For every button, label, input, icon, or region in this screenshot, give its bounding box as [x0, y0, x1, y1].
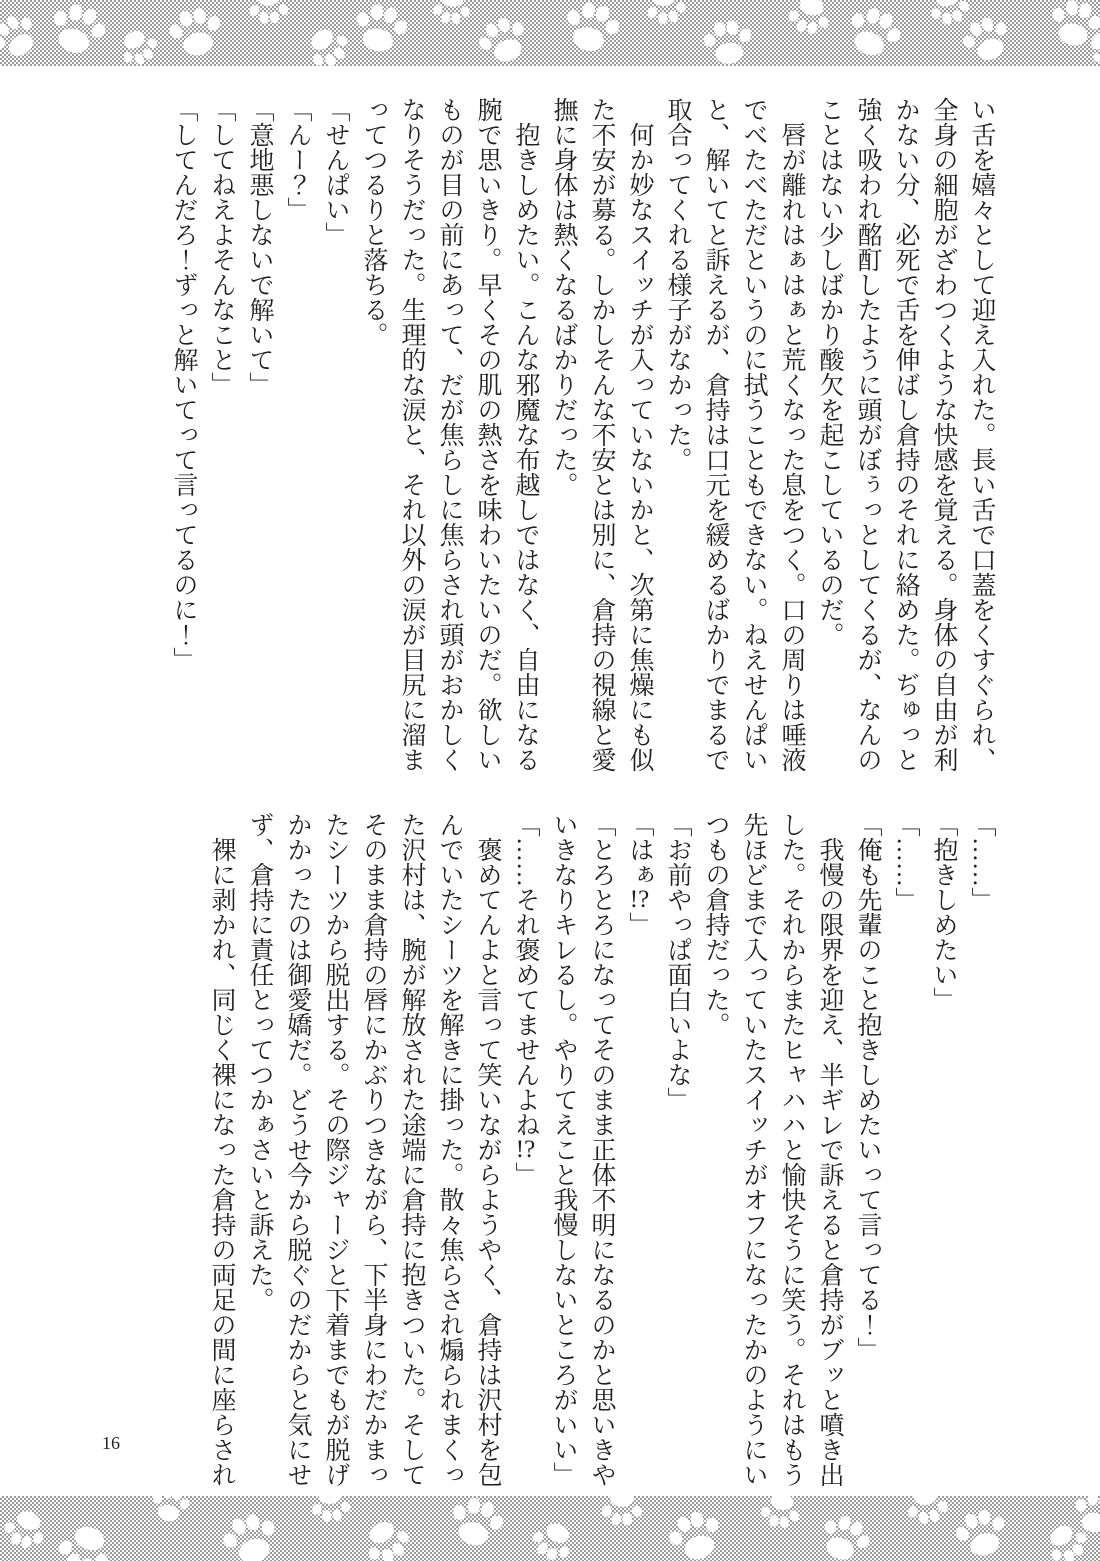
paw-print-icon [0, 1500, 54, 1556]
paw-print-icon [40, 0, 113, 66]
paw-print-icon [430, 0, 473, 28]
paw-print-icon [214, 1504, 287, 1561]
tatechuyoko-exclamation-question: !? [515, 1137, 536, 1162]
paw-print-icon [556, 0, 626, 64]
paw-print-icon [0, 5, 49, 66]
paw-print-icon [111, 19, 166, 66]
header-paw-band [0, 0, 1100, 66]
paragraph: 「……」 [968, 812, 995, 912]
paragraph: 何か妙なスイッチが入っていないかと、次第に焦燥にも似た不安が募る。しかしそんな不安とは別に、倉持の視線と愛撫に身体は熱くなるばかりだった。 [550, 97, 653, 772]
paragraph: 「してねえよそんなこと」 [208, 97, 235, 397]
tatechuyoko-exclamation-question: !? [629, 887, 650, 912]
paw-print-icon [524, 1510, 584, 1561]
paragraph: 「とろとろになってそのまま正体不明になるのかと思いきやいきなりキレるし。やりてえこと我慢しないところがいい」 [550, 812, 615, 1487]
paw-print-icon [442, 1496, 511, 1558]
paragraph: 「抱きしめたい」 [930, 812, 957, 1012]
paw-print-icon [347, 0, 413, 63]
paw-print-icon [50, 1512, 122, 1561]
paragraph: 「……」 [892, 812, 919, 912]
paragraph: 「してんだろ！ずっと解いてって言ってるのに！」 [170, 97, 197, 672]
paw-print-icon [949, 1502, 1016, 1561]
paragraph: 褒めてんよと言って笑いながらようやく、倉持は沢村を包んでいたシーツを解きに掛った。散々焦らされ煽られまくった沢村は、腕が解放された途端に倉持に抱きついた。そしてそのまま倉持の唇にかぶりつきながら、下半身にわだかまったシーツから脱出する。その際ジャージと下着までもが脱げかかったのは御愛嬌だ。どうせ今から脱ぐのだからと気にせず、倉持に責任とってつかぁさいと訴えた。 [246, 812, 501, 1487]
paragraph: 「……それ褒めてませんよね!?」 [512, 812, 539, 1187]
paragraph: い舌を嬉々として迎え入れた。長い舌で口蓋をくすぐられ、全身の細胞がざわつくような快感を覚える。身体の自由が利かない分、必死で舌を伸ばし倉持のそれに絡めた。ぢゅっと強く吸われ酩酊したように頭がぼぅっとしてくるが、なんのことはない少しばかり酸欠を起こしているのだ。 [816, 97, 995, 772]
paw-print-icon [902, 1496, 953, 1529]
footer-paw-band [0, 1496, 1100, 1561]
paragraph: 「俺も先輩のこと抱きしめたいって言ってる！」 [854, 812, 881, 1362]
paw-print-icon [660, 1502, 732, 1561]
paragraph: 我慢の限界を迎え、半ギレで訴えると倉持がブッと噴き出した。それからまたヒャハハと愉快そうに笑う。それはもう先ほどまで入っていたスイッチがオフになったかのようにいつもの倉持だった。 [702, 812, 843, 1487]
bottom-text-block [202, 812, 1000, 1487]
paw-print-icon [247, 0, 290, 27]
paragraph: 「んー？」 [284, 97, 311, 222]
paw-print-icon [784, 0, 836, 40]
paw-print-icon [163, 1, 229, 66]
paragraph: 「はぁ!?」 [626, 812, 653, 937]
paragraph: 「せんぱい」 [322, 97, 349, 247]
paw-print-icon [642, 0, 691, 29]
top-text-block [164, 97, 1000, 772]
paragraph: 「意地悪しないで解いて」 [246, 97, 273, 397]
paw-print-icon [308, 1496, 354, 1526]
paw-print-icon [837, 0, 910, 66]
paw-print-icon [699, 15, 758, 66]
paw-print-icon [146, 1496, 193, 1530]
page-number: 16 [102, 1433, 120, 1453]
paw-print-icon [353, 1507, 419, 1561]
paragraph: 抱きしめたい。こんな邪魔な布越しではなく、自由になる腕で思いきり。早くその肌の熱さを味わいたいのだ。欲しいものが目の前にあって、だが焦らしに焦らされ頭がおかしくなりそうだった。生理的な涙と、それ以外の涙が目尻に溜まってつるりと落ちる。 [360, 97, 539, 772]
paw-print-icon [757, 1496, 804, 1533]
paragraph: 「お前やっぱ面白いよな」 [664, 812, 691, 1112]
paw-print-icon [810, 1506, 879, 1561]
paw-print-icon [470, 8, 539, 66]
paragraph: 裸に剥かれ、同じく裸になった倉持の両足の間に座らされ [208, 837, 235, 1487]
paw-print-icon [600, 1496, 644, 1528]
paragraph: 唇が離れはぁはぁと荒くなった息をつく。口の周りは唾液でべたべただというのに拭うこともできない。ねえせんぱいと、解いてと訴えるが、倉持は口元を緩めるばかりでまるで取合ってくれる様子がなかった。 [664, 97, 805, 772]
